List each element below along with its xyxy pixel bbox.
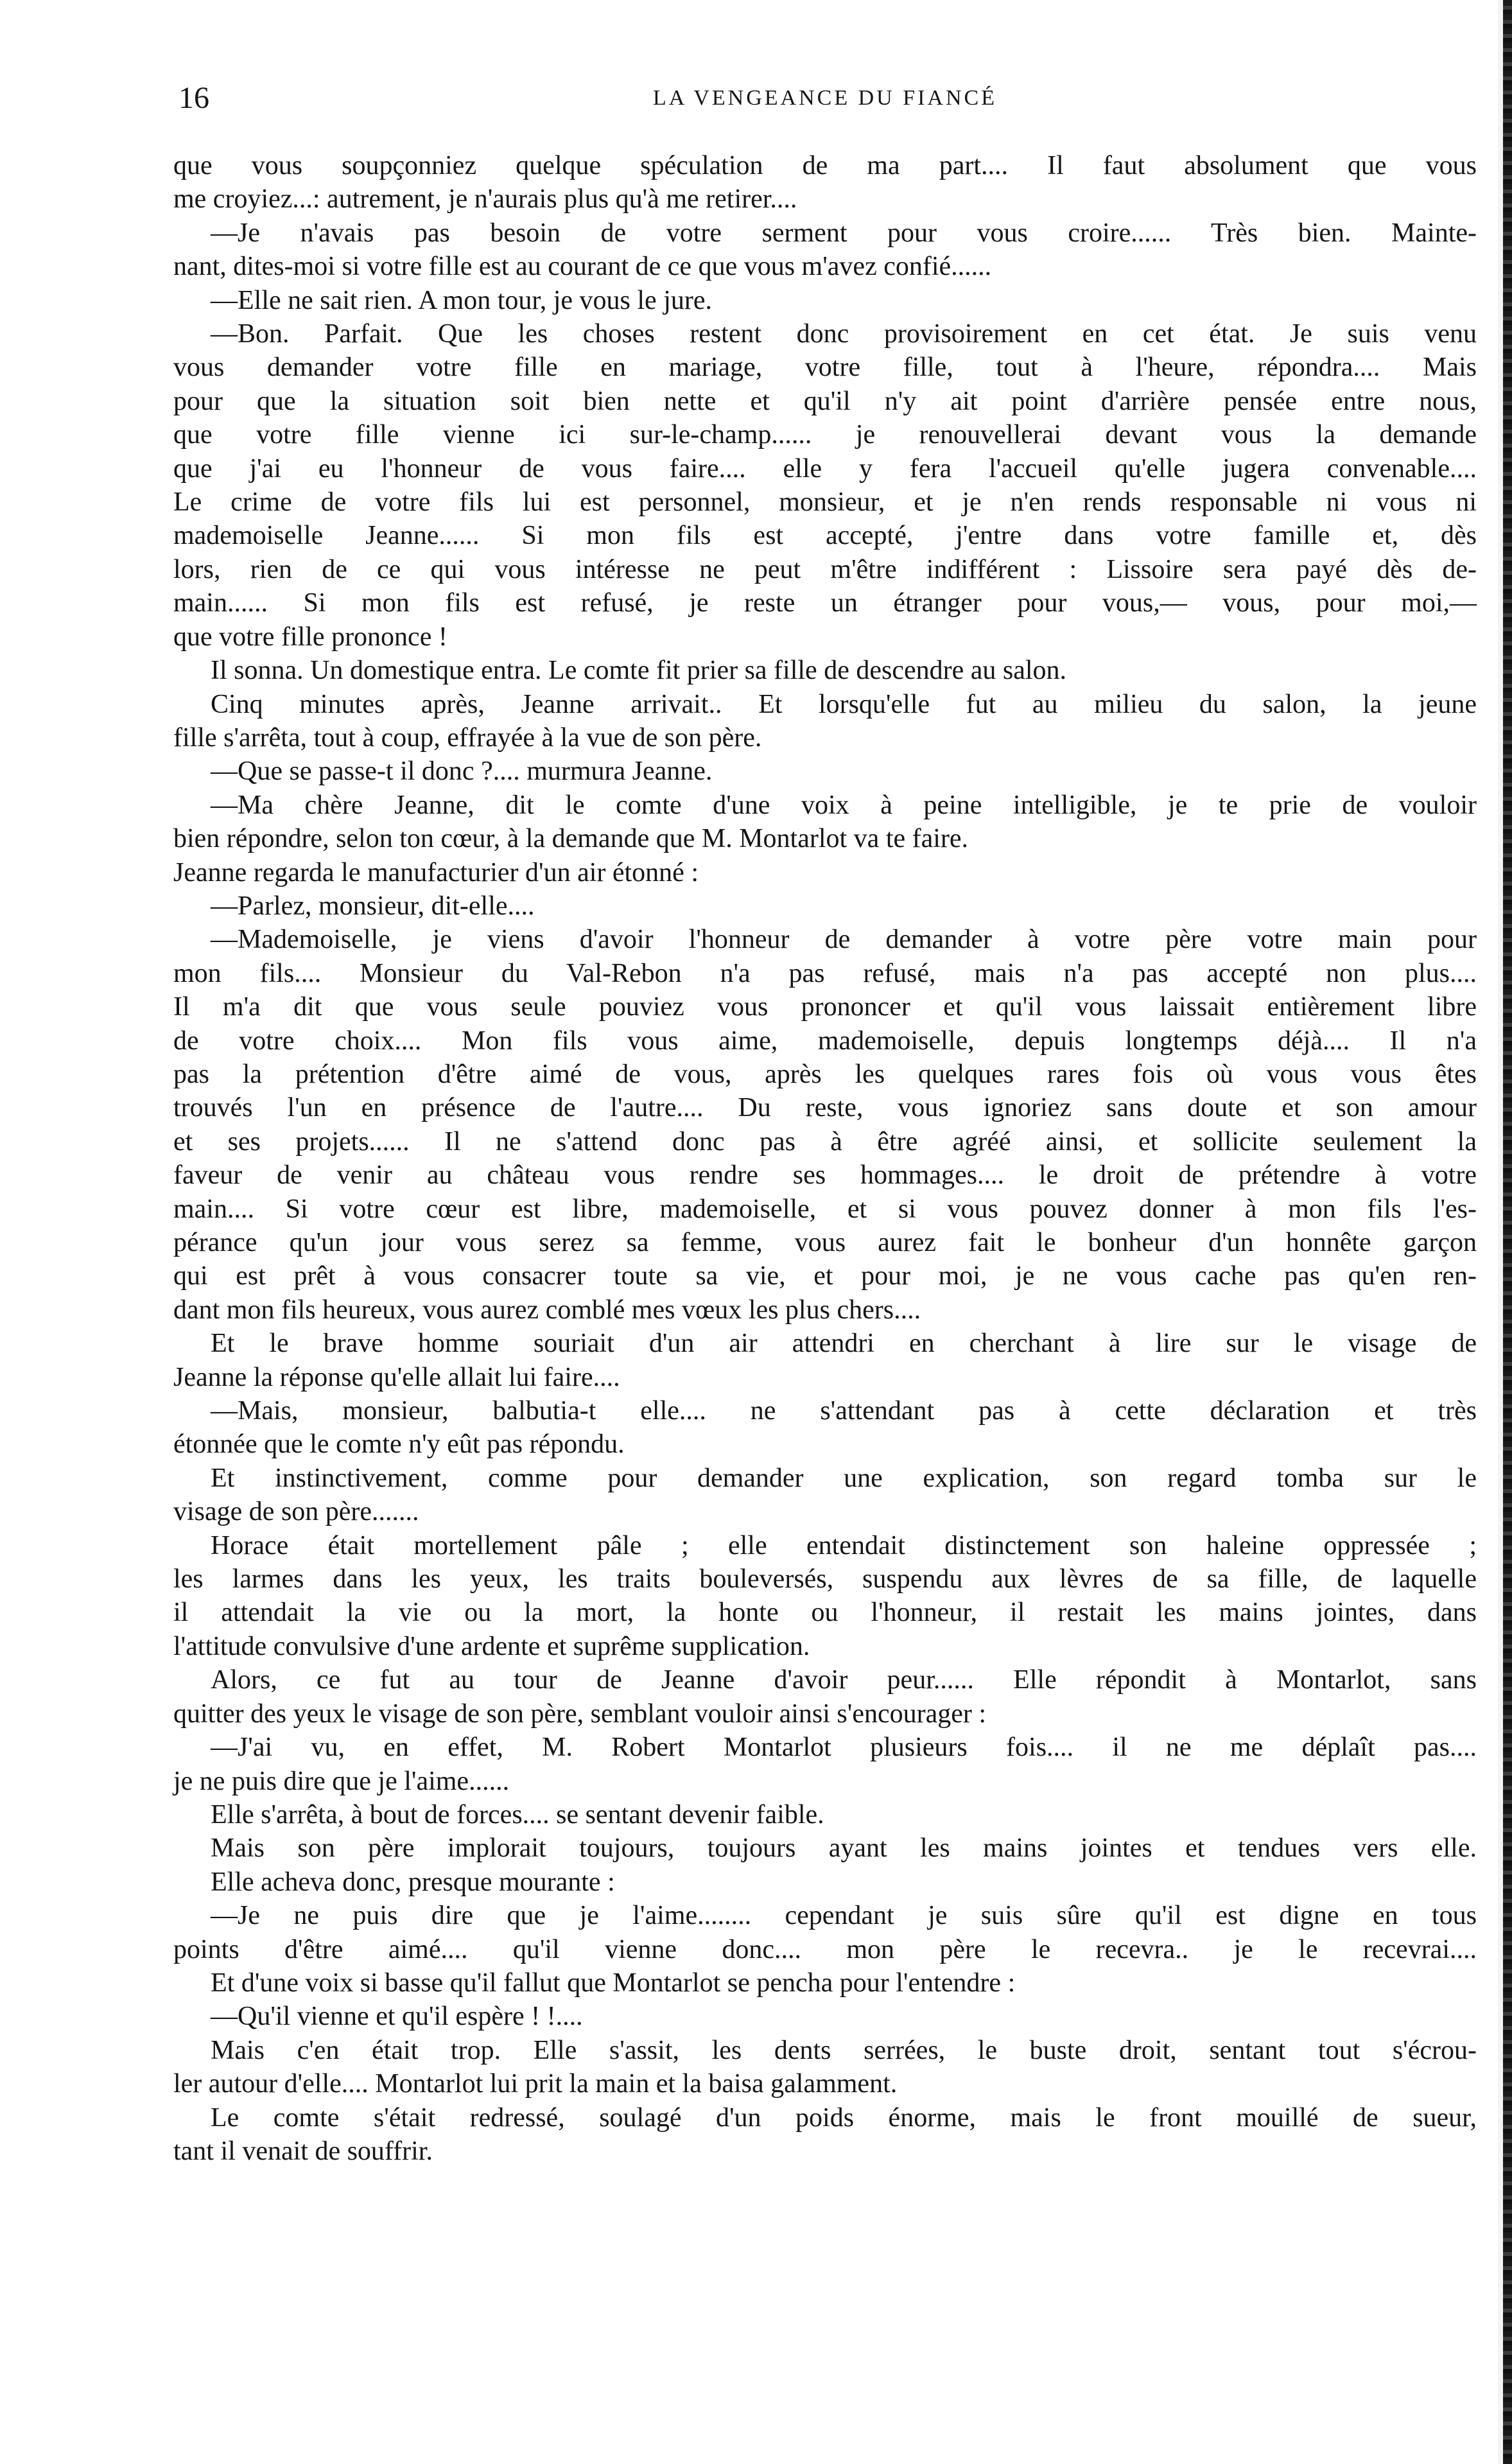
text-line: —Mais, monsieur, balbutia-t elle.... ne s'attendant pas à cette déclaration et très (211, 1396, 1477, 1426)
running-title: LA VENGEANCE DU FIANCÉ (653, 86, 997, 110)
text-line: que votre fille prononce ! (173, 622, 448, 652)
text-line: bien répondre, selon ton cœur, à la demande que M. Montarlot va te faire. (173, 824, 969, 854)
text-line: Le crime de votre fils lui est personnel, monsieur, et je n'en rends responsable ni vous ni (173, 487, 1477, 518)
text-line: de votre choix.... Mon fils vous aime, mademoiselle, depuis longtemps déjà.... Il n'a (173, 1026, 1477, 1056)
text-line: qui est prêt à vous consacrer toute sa vie, et pour moi, je ne vous cache pas qu'en ren- (173, 1261, 1477, 1291)
text-line: Et d'une voix si basse qu'il fallut que Montarlot se pencha pour l'entendre : (211, 1968, 1016, 1998)
text-line: trouvés l'un en présence de l'autre.... Du reste, vous ignoriez sans doute et son amour (173, 1093, 1477, 1123)
text-line: Jeanne regarda le manufacturier d'un air étonné : (173, 857, 699, 887)
text-line: nant, dites-moi si votre fille est au courant de ce que vous m'avez confié...... (173, 252, 992, 282)
text-line: l'attitude convulsive d'une ardente et suprême supplication. (173, 1631, 810, 1661)
text-line: —Je n'avais pas besoin de votre serment pour vous croire...... Très bien. Mainte- (211, 218, 1477, 248)
text-line: tant il venait de souffrir. (173, 2136, 433, 2166)
text-line: les larmes dans les yeux, les traits bouleversés, suspendu aux lèvres de sa fille, de laquelle (173, 1564, 1477, 1595)
text-line: Horace était mortellement pâle ; elle entendait distinctement son haleine oppressée ; (211, 1530, 1477, 1560)
text-line: —Elle ne sait rien. A mon tour, je vous le jure. (211, 285, 712, 315)
text-line: je ne puis dire que je l'aime...... (173, 1766, 510, 1796)
text-line: lors, rien de ce qui vous intéresse ne peut m'être indifférent : Lissoire sera payé dès de- (173, 554, 1477, 584)
text-line: Il m'a dit que vous seule pouviez vous prononcer et qu'il vous laissait entièrement libre (173, 992, 1477, 1022)
text-line: dant mon fils heureux, vous aurez comblé mes vœux les plus chers.... (173, 1295, 921, 1325)
text-line: étonnée que le comte n'y eût pas répondu. (173, 1429, 625, 1460)
page-number: 16 (178, 81, 209, 115)
text-line: —Mademoiselle, je viens d'avoir l'honneur de demander à votre père votre main pour (211, 925, 1477, 955)
text-line: Et instinctivement, comme pour demander une explication, son regard tomba sur le (211, 1463, 1477, 1493)
body-text (173, 149, 1477, 2168)
text-line: Elle acheva donc, presque mourante : (211, 1867, 615, 1897)
text-line: quitter des yeux le visage de son père, semblant vouloir ainsi s'encourager : (173, 1699, 987, 1729)
text-line: —Je ne puis dire que je l'aime........ cependant je suis sûre qu'il est digne en tous (211, 1901, 1477, 1931)
text-line: pour que la situation soit bien nette et qu'il n'y ait point d'arrière pensée entre nous, (173, 386, 1477, 416)
text-line: que vous soupçonniez quelque spéculation de ma part.... Il faut absolument que vous (173, 151, 1477, 180)
text-line: faveur de venir au château vous rendre ses hommages.... le droit de prétendre à votre (173, 1160, 1477, 1191)
text-line: —Que se passe-t il donc ?.... murmura Jeanne. (211, 756, 713, 787)
text-line: que j'ai eu l'honneur de vous faire.... elle y fera l'accueil qu'elle jugera convenable.... (173, 453, 1477, 484)
text-line: —Parlez, monsieur, dit-elle.... (211, 891, 535, 921)
text-line: main.... Si votre cœur est libre, mademoiselle, et si vous pouvez donner à mon fils l'es- (173, 1194, 1477, 1224)
text-line: vous demander votre fille en mariage, votre fille, tout à l'heure, répondra.... Mais (173, 353, 1477, 383)
text-line: il attendait la vie ou la mort, la honte ou l'honneur, il restait les mains jointes, dans (173, 1598, 1477, 1628)
text-line: ler autour d'elle.... Montarlot lui prit la main et la baisa galamment. (173, 2069, 898, 2099)
text-line: Mais son père implorait toujours, toujours ayant les mains jointes et tendues vers elle. (211, 1833, 1477, 1864)
text-line: —Bon. Parfait. Que les choses restent donc provisoirement en cet état. Je suis venu (211, 319, 1477, 349)
text-line: et ses projets...... Il ne s'attend donc pas à être agréé ainsi, et sollicite seulement la (173, 1126, 1477, 1157)
text-line: points d'être aimé.... qu'il vienne donc.... mon père le recevra.. je le recevrai.... (173, 1934, 1477, 1964)
text-line: que votre fille vienne ici sur-le-champ...... je renouvellerai devant vous la demande (173, 420, 1477, 450)
text-line: Alors, ce fut au tour de Jeanne d'avoir peur...... Elle répondit à Montarlot, sans (211, 1665, 1477, 1695)
text-line: mon fils.... Monsieur du Val-Rebon n'a pas refusé, mais n'a pas accepté non plus.... (173, 958, 1477, 988)
text-line: —Qu'il vienne et qu'il espère ! !.... (211, 2002, 583, 2032)
text-line: Jeanne la réponse qu'elle allait lui faire.... (173, 1362, 620, 1392)
text-line: visage de son père....... (173, 1497, 419, 1527)
text-line: Et le brave homme souriait d'un air attendri en cherchant à lire sur le visage de (211, 1329, 1477, 1359)
text-line: —Ma chère Jeanne, dit le comte d'une voix à peine intelligible, je te prie de vouloir (211, 790, 1477, 820)
text-line: Il sonna. Un domestique entra. Le comte fit prier sa fille de descendre au salon. (211, 656, 1067, 686)
page-header (173, 76, 1477, 121)
scan-edge-gap (1498, 0, 1503, 2464)
text-line: —J'ai vu, en effet, M. Robert Montarlot plusieurs fois.... il ne me déplaît pas.... (211, 1733, 1477, 1763)
text-line: pérance qu'un jour vous serez sa femme, vous aurez fait le bonheur d'un honnête garçon (173, 1228, 1477, 1257)
text-line: main...... Si mon fils est refusé, je reste un étranger pour vous,— vous, pour moi,— (173, 588, 1477, 618)
text-line: mademoiselle Jeanne...... Si mon fils est accepté, j'entre dans votre famille et, dès (173, 521, 1477, 551)
text-line: pas la prétention d'être aimé de vous, après les quelques rares fois où vous vous êtes (173, 1059, 1477, 1089)
text-line: Mais c'en était trop. Elle s'assit, les dents serrées, le buste droit, sentant tout s'écrou- (211, 2035, 1477, 2065)
text-line: Le comte s'était redressé, soulagé d'un poids énorme, mais le front mouillé de sueur, (211, 2102, 1477, 2133)
text-line: fille s'arrêta, tout à coup, effrayée à la vue de son père. (173, 722, 762, 753)
text-line: Cinq minutes après, Jeanne arrivait.. Et lorsqu'elle fut au milieu du salon, la jeune (211, 689, 1477, 719)
text-line: Elle s'arrêta, à bout de forces.... se sentant devenir faible. (211, 1799, 824, 1830)
scan-binding-edge (1503, 0, 1512, 2464)
text-line: me croyiez...: autrement, je n'aurais plus qu'à me retirer.... (173, 184, 797, 214)
